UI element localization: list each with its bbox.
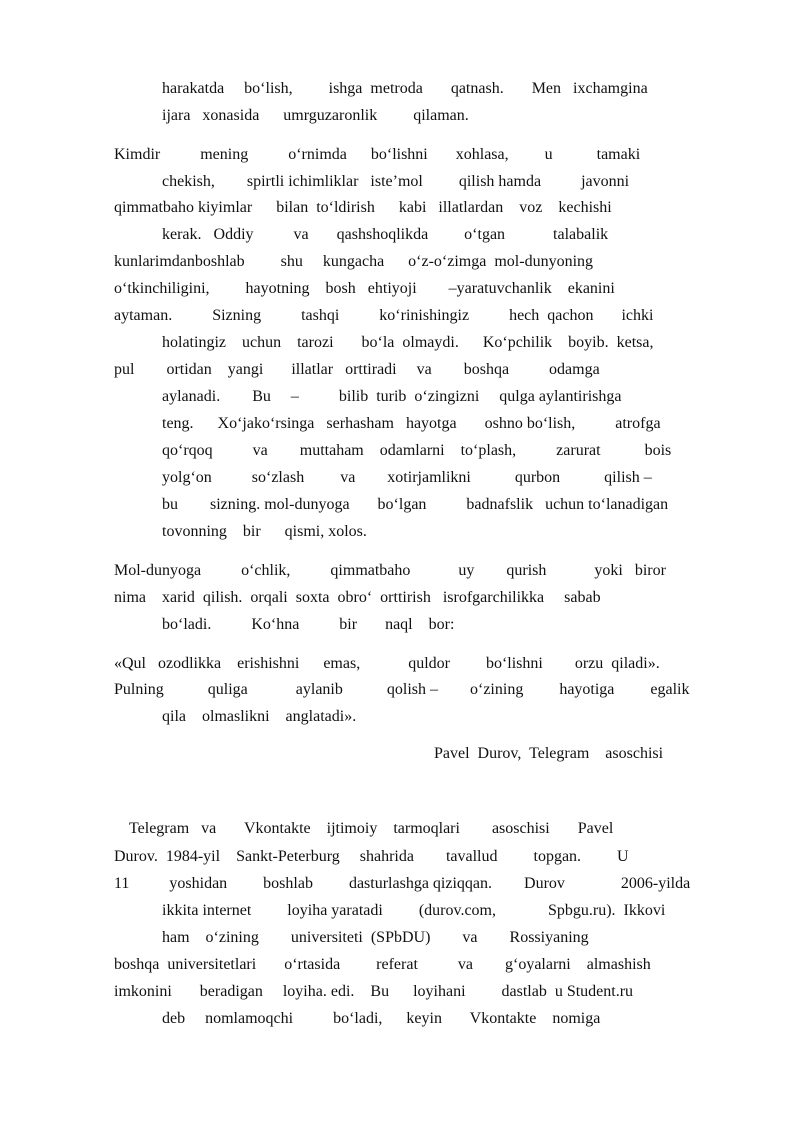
text-line: deb nomlamoqchi bo‘ladi, keyin Vkontakte nomiga	[162, 1010, 601, 1027]
quote-line: Pulning quliga aylanib qolish – o‘zining hayotiga egalik	[114, 681, 690, 698]
text-line: kerak. Oddiy va qashshoqlikda o‘tgan talabalik	[162, 226, 609, 243]
text-line: imkonini beradigan loyiha. edi. Bu loyihani dastlab u Student.ru	[114, 983, 634, 1000]
text-line: aylanadi. Bu – bilib turib o‘zingizni qulga aylantirishga	[162, 388, 622, 405]
text-line: Kimdir mening o‘rnimda bo‘lishni xohlasa, u tamaki	[114, 146, 641, 163]
text-line: teng. Xo‘jako‘rsinga serhasham hayotga oshno bo‘lish, atrofga	[162, 415, 661, 432]
text-line: 11 yoshidan boshlab dasturlashga qiziqqan. Durov 2006-yilda	[114, 875, 691, 892]
text-line: Telegram va Vkontakte ijtimoiy tarmoqlari asoschisi Pavel	[129, 820, 614, 837]
text-line: nima xarid qilish. orqali soxta obro‘ orttirish isrofgarchilikka sabab	[114, 589, 601, 606]
quote-line: qila olmaslikni anglatadi».	[162, 708, 357, 725]
quote-line: «Qul ozodlikka erishishni emas, quldor bo‘lishni orzu qiladi».	[114, 655, 660, 672]
text-line: holatingiz uchun tarozi bo‘la olmaydi. Ko‘pchilik boyib. ketsa,	[162, 334, 654, 351]
text-line: kunlarimdanboshlab shu kungacha o‘z-o‘zimga mol-dunyoning	[114, 253, 594, 270]
text-line: ikkita internet loyiha yaratadi (durov.com, Spbgu.ru). Ikkovi	[162, 902, 666, 919]
text-line: yolg‘on so‘zlash va xotirjamlikni qurbon qilish –	[162, 469, 652, 486]
text-line: qo‘rqoq va muttaham odamlarni to‘plash, zarurat bois	[162, 442, 672, 459]
text-line: pul ortidan yangi illatlar orttiradi va boshqa odamga	[114, 361, 600, 378]
text-line: boshqa universitetlari o‘rtasida referat va g‘oyalarni almashish	[114, 956, 651, 973]
text-line: ham o‘zining universiteti (SPbDU) va Rossiyaning	[162, 929, 589, 946]
text-line: o‘tkinchiligini, hayotning bosh ehtiyoji –yaratuvchanlik ekanini	[114, 280, 615, 297]
text-line: Durov. 1984-yil Sankt-Peterburg shahrida tavallud topgan. U	[114, 848, 629, 865]
text-line: Mol-dunyoga o‘chlik, qimmatbaho uy qurish yoki biror	[114, 562, 666, 579]
text-line: qimmatbaho kiyimlar bilan to‘ldirish kabi illatlardan voz kechishi	[114, 199, 612, 216]
text-line: chekish, spirtli ichimliklar iste’mol qilish hamda javonni	[162, 173, 630, 190]
quote-signature: Pavel Durov, Telegram asoschisi	[434, 745, 664, 762]
text-line: tovonning bir qismi, xolos.	[162, 523, 367, 540]
text-line: ijara xonasida umrguzaronlik qilaman.	[162, 107, 469, 124]
text-line: bu sizning. mol-dunyoga bo‘lgan badnafslik uchun to‘lanadigan	[162, 496, 669, 513]
text-line: aytaman. Sizning tashqi ko‘rinishingiz hech qachon ichki	[114, 307, 654, 324]
text-line: bo‘ladi. Ko‘hna bir naql bor:	[162, 616, 455, 633]
text-line: harakatda bo‘lish, ishga metroda qatnash. Men ixchamgina	[162, 80, 648, 97]
